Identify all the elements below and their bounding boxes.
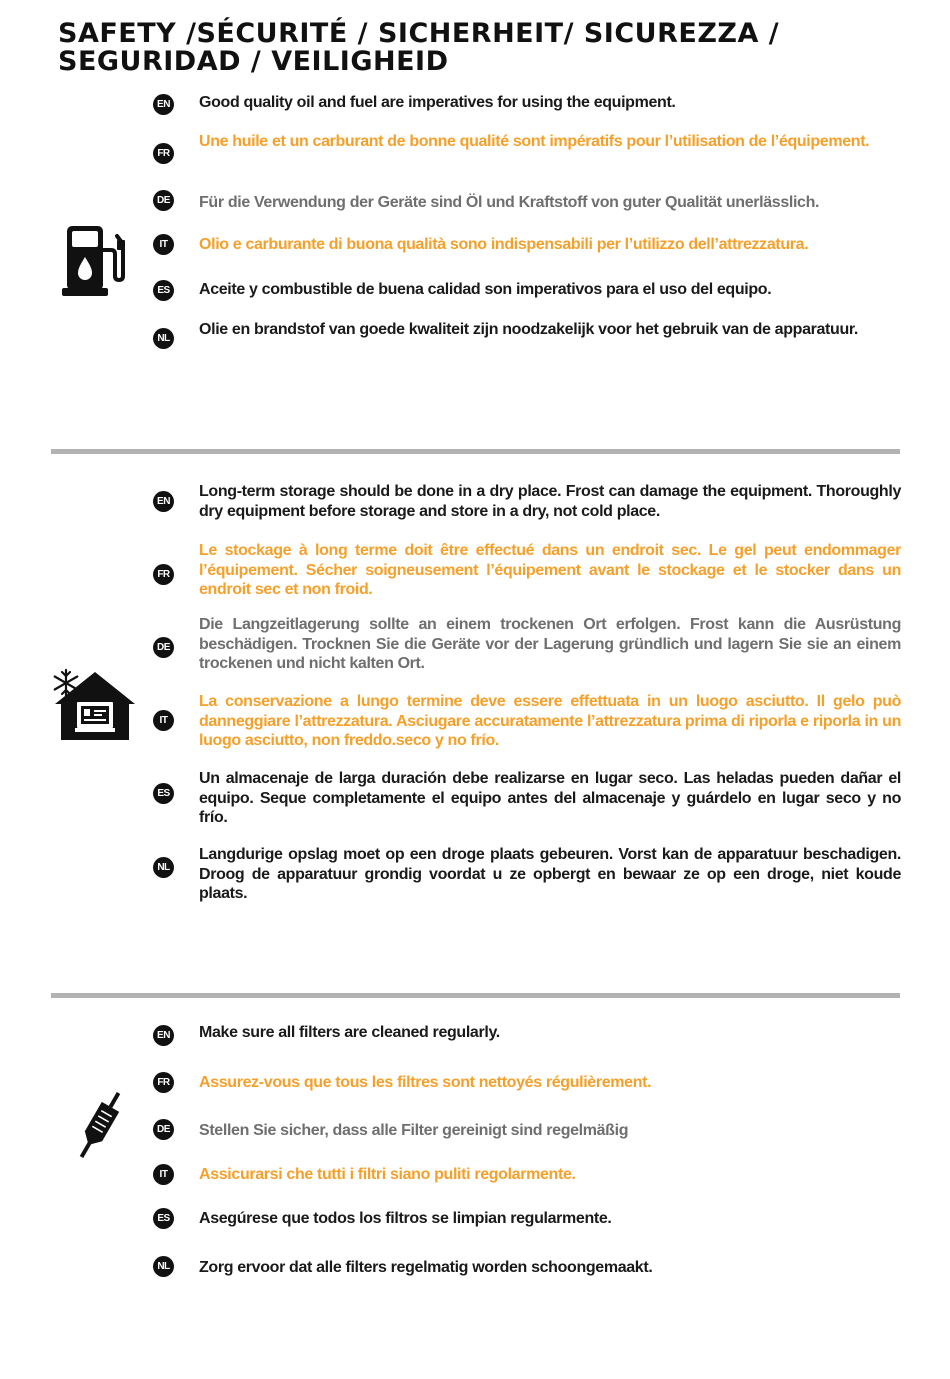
fuel-pump-icon [61, 224, 129, 298]
lang-badge-nl: NL [153, 857, 174, 878]
text-de: Stellen Sie sicher, dass alle Filter gereinigt sind regelmäßig [199, 1122, 629, 1139]
text-en: Good quality oil and fuel are imperatives for using the equipment. [199, 94, 676, 111]
lang-badge-es: ES [153, 280, 174, 301]
lang-badge-it: IT [153, 1164, 174, 1185]
lang-badge-it: IT [153, 710, 174, 731]
lang-badge-de: DE [153, 637, 174, 658]
text-es: Un almacenaje de larga duración debe realizarse en lugar seco. Las heladas pueden dañar el equipo. Seque completamente el equipo antes del almacenaje y guárdelo en lugar seco y no frío. [199, 770, 901, 826]
text-it: Olio e carburante di buona qualità sono indispensabili per l’utilizzo dell’attrezzatura. [199, 236, 809, 253]
text-nl: Olie en brandstof van goede kwaliteit zijn noodzakelijk voor het gebruik van de apparatuur. [199, 321, 858, 338]
lang-badge-nl: NL [153, 1256, 174, 1277]
lang-badge-de: DE [153, 1119, 174, 1140]
lang-badge-it: IT [153, 234, 174, 255]
text-fr: Assurez-vous que tous les filtres sont nettoyés régulièrement. [199, 1074, 652, 1091]
section-divider [51, 993, 900, 998]
lang-badge-de: DE [153, 190, 174, 211]
lang-badge-en: EN [153, 94, 174, 115]
text-en: Make sure all filters are cleaned regularly. [199, 1024, 500, 1041]
lang-badge-fr: FR [153, 143, 174, 164]
lang-badge-es: ES [153, 783, 174, 804]
lang-badge-en: EN [153, 1025, 174, 1046]
text-nl: Langdurige opslag moet op een droge plaats gebeuren. Vorst kan de apparatuur beschadigen. Droog de apparatuur grondig voordat u ze opbergt en bewaar ze op een droge, niet koude plaats. [199, 846, 901, 902]
page-title: SAFETY /SÉCURITÉ / SICHERHEIT/ SICUREZZA / SEGURIDAD / VEILIGHEID [58, 18, 780, 77]
text-fr: Le stockage à long terme doit être effectué dans un endroit sec. Le gel peut endommager l’équipement. Sécher soigneusement l’équipement avant le stockage et le stocker dans un endroit sec et non froid. [199, 542, 901, 598]
lang-badge-fr: FR [153, 564, 174, 585]
text-en: Long-term storage should be done in a dry place. Frost can damage the equipment. Thoroughly dry equipment before storage and store in a dry, not cold place. [199, 483, 901, 520]
lang-badge-nl: NL [153, 328, 174, 349]
lang-badge-fr: FR [153, 1072, 174, 1093]
lang-badge-en: EN [153, 491, 174, 512]
frost-house-icon [51, 668, 139, 742]
fuel-filter-icon [70, 1088, 130, 1162]
section-divider [51, 449, 900, 454]
text-it: La conservazione a lungo termine deve essere effettuata in un luogo asciutto. Il gelo può danneggiare l’attrezzatura. Asciugare accuratamente l’attrezzatura prima di riporla e riporla in un luogo asciutto, non freddo.seco y no frío. [199, 693, 901, 749]
text-it: Assicurarsi che tutti i filtri siano puliti regolarmente. [199, 1166, 576, 1183]
text-de: Die Langzeitlagerung sollte an einem trockenen Ort erfolgen. Frost kann die Ausrüstung beschädigen. Trocknen Sie die Geräte vor der Lagerung gründlich und lagern Sie sie an einem trockenen und nicht kalten Ort. [199, 616, 901, 672]
text-nl: Zorg ervoor dat alle filters regelmatig worden schoongemaakt. [199, 1259, 653, 1276]
lang-badge-es: ES [153, 1208, 174, 1229]
text-es: Aceite y combustible de buena calidad son imperativos para el uso del equipo. [199, 281, 772, 298]
text-de: Für die Verwendung der Geräte sind Öl und Kraftstoff von guter Qualität unerlässlich. [199, 194, 820, 211]
text-es: Asegúrese que todos los filtros se limpian regularmente. [199, 1210, 612, 1227]
text-fr: Une huile et un carburant de bonne qualité sont impératifs pour l’utilisation de l’équipement. [199, 133, 870, 150]
